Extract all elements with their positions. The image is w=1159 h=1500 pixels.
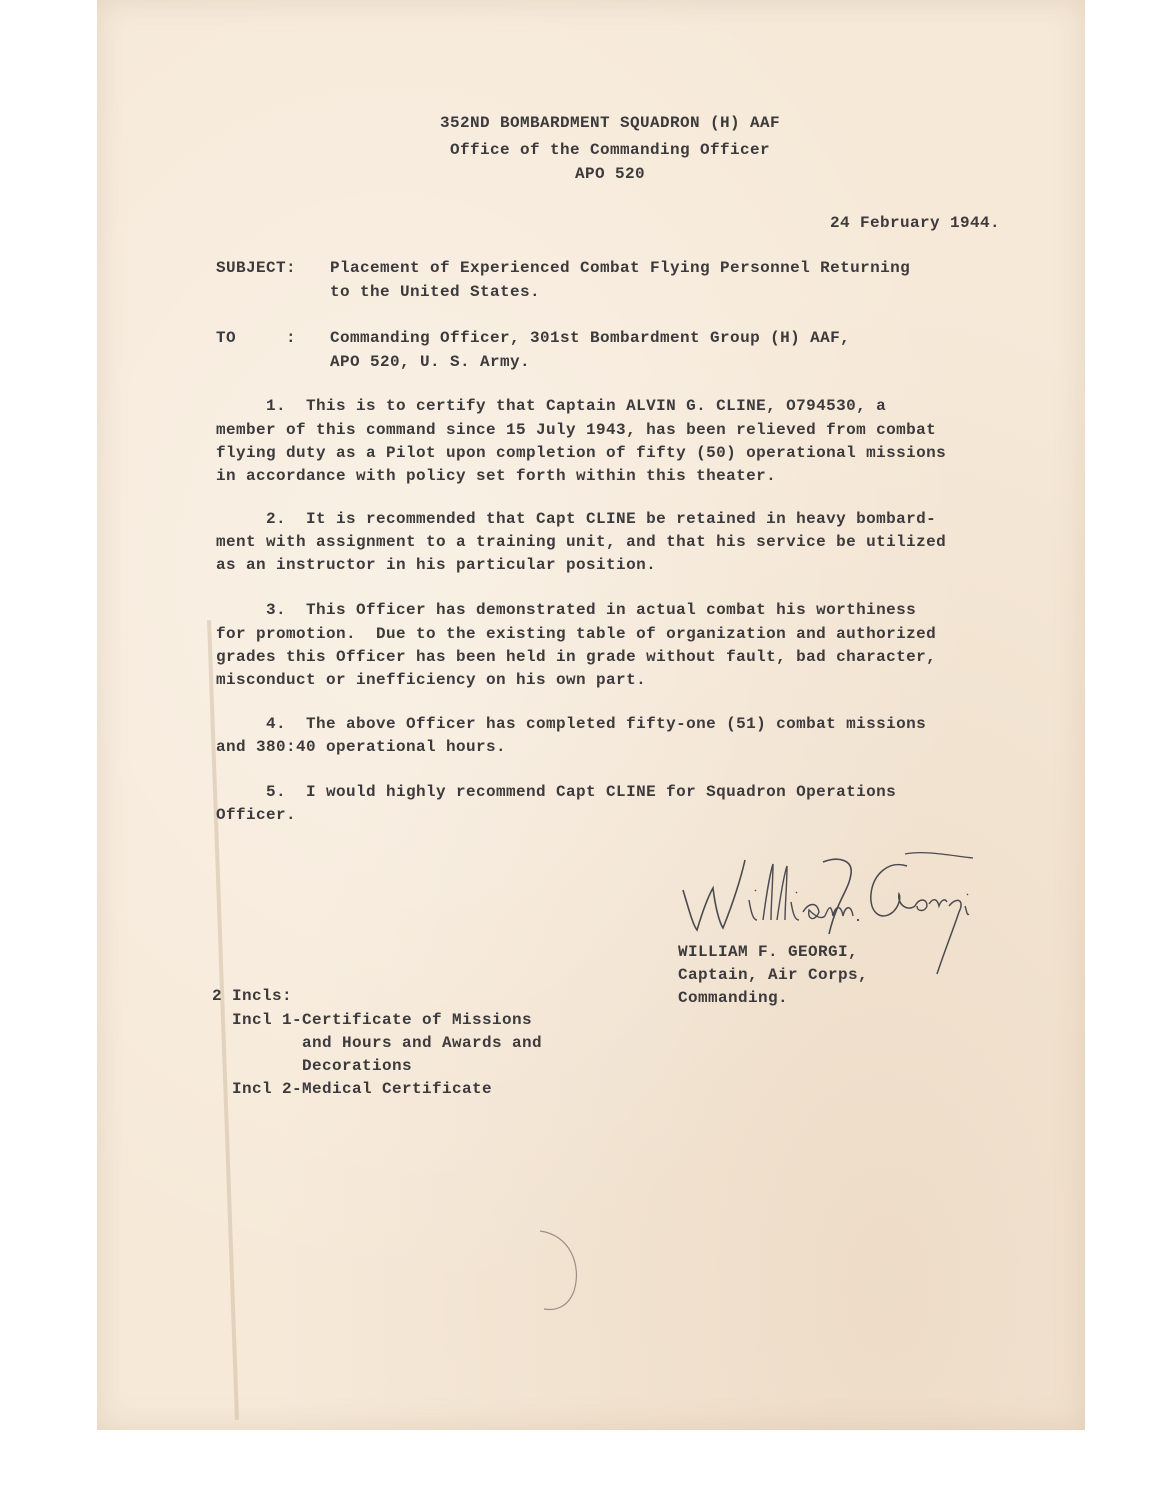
paragraph-3-line: 3. This Officer has demonstrated in actual combat his worthiness <box>216 601 917 619</box>
squadron-heading: 352ND BOMBARDMENT SQUADRON (H) AAF <box>439 114 781 132</box>
paragraph-5-line: 5. I would highly recommend Capt CLINE for Squadron Operations <box>216 783 897 801</box>
paragraph-2-line: 2. It is recommended that Capt CLINE be retained in heavy bombard- <box>216 510 937 528</box>
to-line-1: Commanding Officer, 301st Bombardment Group (H) AAF, <box>330 329 851 347</box>
office-heading: Office of the Commanding Officer <box>449 141 771 159</box>
subject-line-1: Placement of Experienced Combat Flying Personnel Returning <box>330 259 911 277</box>
paragraph-3-line: misconduct or inefficiency on his own part. <box>216 671 647 689</box>
subject-line-2: to the United States. <box>330 283 541 301</box>
inclosures-count: 2 Incls: <box>212 987 293 1005</box>
subject-label: SUBJECT: <box>216 259 297 277</box>
apo-heading: APO 520 <box>574 165 645 183</box>
paragraph-2-line: as an instructor in his particular position. <box>216 556 657 574</box>
signer-rank: Captain, Air Corps, <box>678 966 869 984</box>
inclosure-1-line: and Hours and Awards and <box>212 1034 543 1052</box>
paragraph-5-line: Officer. <box>216 806 297 824</box>
paragraph-1-line: flying duty as a Pilot upon completion of fifty (50) operational missions <box>216 444 947 462</box>
inclosure-2-line: Incl 2-Medical Certificate <box>212 1080 493 1098</box>
paragraph-3-line: for promotion. Due to the existing table of organization and authorized <box>216 625 937 643</box>
paragraph-3-line: grades this Officer has been held in grade without fault, bad character, <box>216 648 937 666</box>
to-label: TO : <box>216 329 297 347</box>
signer-title: Commanding. <box>678 989 789 1007</box>
paragraph-2-line: ment with assignment to a training unit, and that his service be utilized <box>216 533 947 551</box>
letter-date: 24 February 1944. <box>830 214 1001 232</box>
paragraph-1-line: member of this command since 15 July 1943, has been relieved from combat <box>216 421 937 439</box>
inclosure-1-line: Incl 1-Certificate of Missions <box>212 1011 533 1029</box>
paragraph-1-line: in accordance with policy set forth within this theater. <box>216 467 777 485</box>
to-line-2: APO 520, U. S. Army. <box>330 353 531 371</box>
signer-name: WILLIAM F. GEORGI, <box>678 943 859 961</box>
paragraph-1-line: 1. This is to certify that Captain ALVIN G. CLINE, O794530, a <box>216 397 887 415</box>
paragraph-4-line: 4. The above Officer has completed fifty-one (51) combat missions <box>216 715 927 733</box>
inclosure-1-line: Decorations <box>212 1057 413 1075</box>
pencil-mark <box>520 1225 590 1315</box>
paragraph-4-line: and 380:40 operational hours. <box>216 738 507 756</box>
